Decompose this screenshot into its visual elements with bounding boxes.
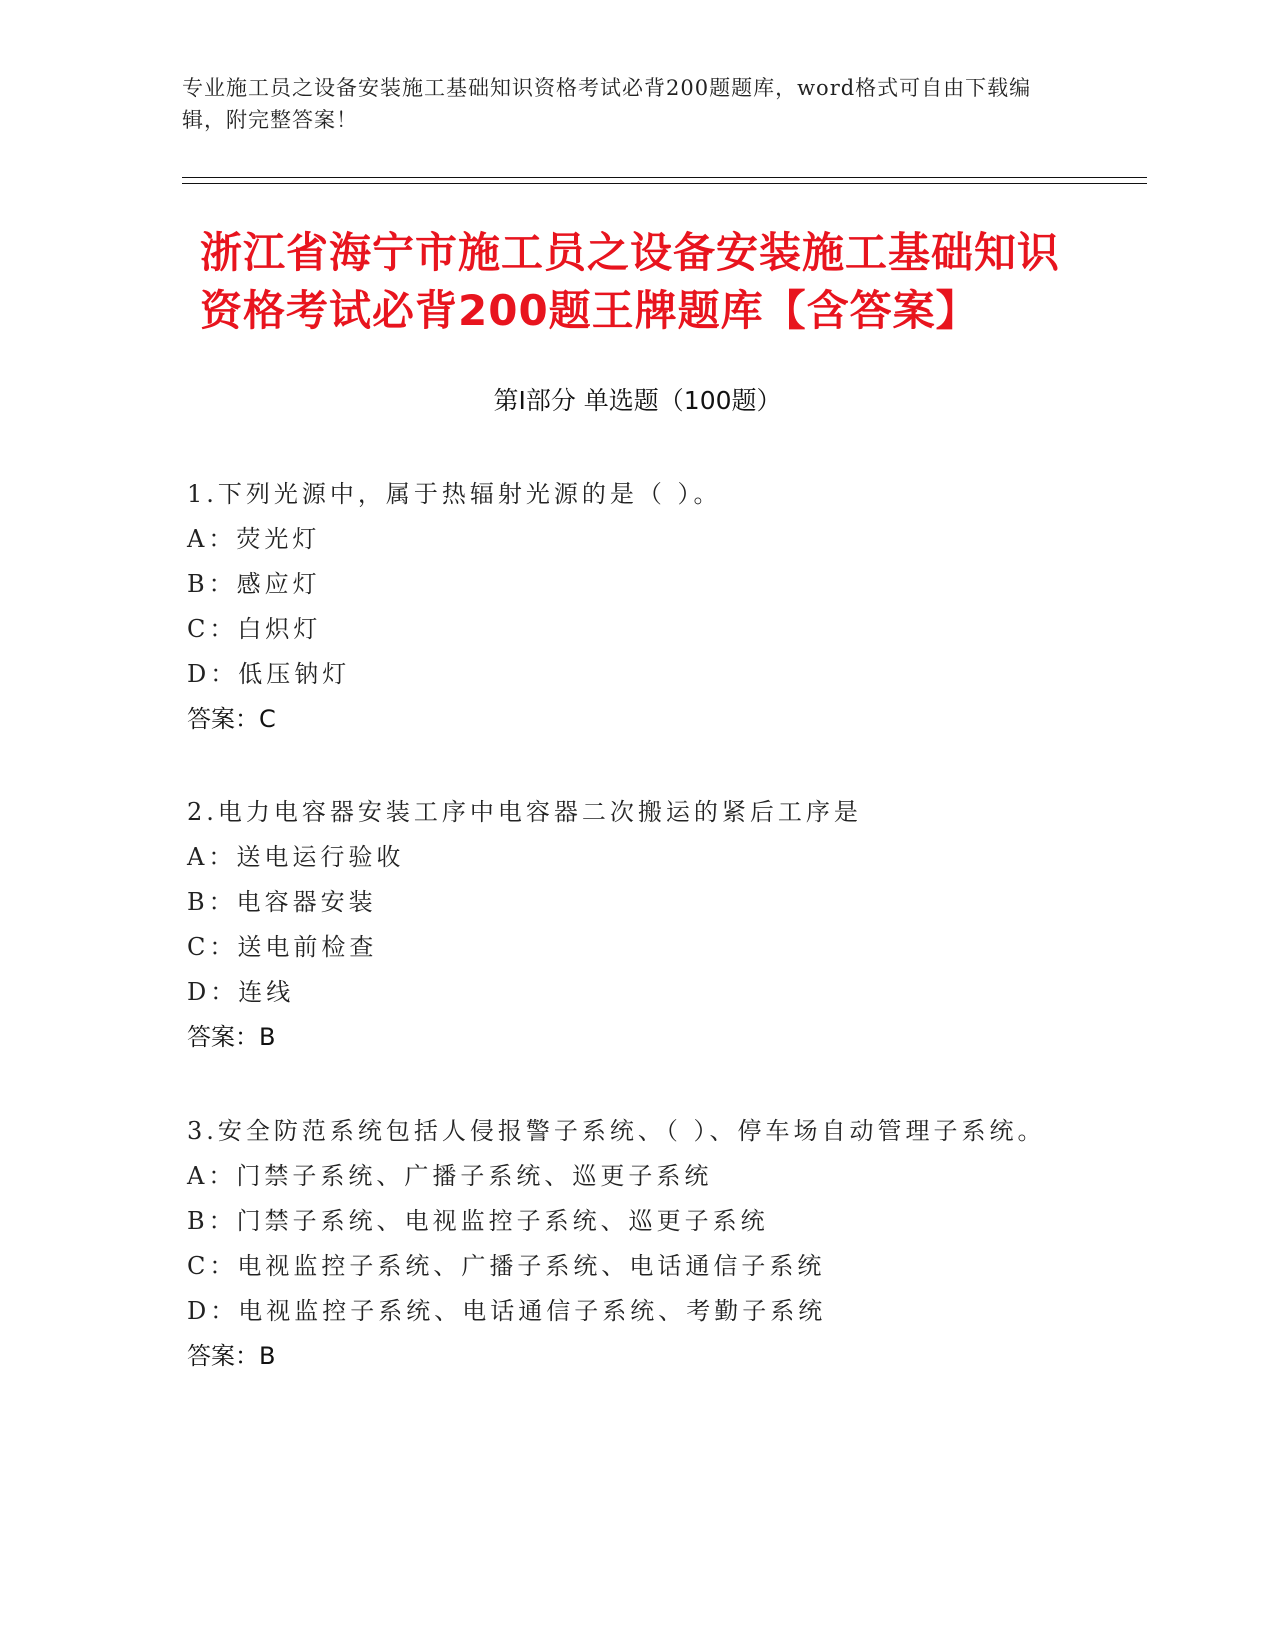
option-d: D：电视监控子系统、电话通信子系统、考勤子系统 bbox=[187, 1297, 827, 1325]
option-d: D：连线 bbox=[187, 978, 295, 1006]
document-title: 浙江省海宁市施工员之设备安装施工基础知识资格考试必背200题王牌题库【含答案】 bbox=[200, 228, 1061, 335]
question-stem: 2.电力电容器安装工序中电容器二次搬运的紧后工序是 bbox=[187, 798, 862, 826]
question-stem: 3.安全防范系统包括人侵报警子系统、（ ）、停车场自动管理子系统。 bbox=[187, 1117, 1046, 1145]
answer: 答案：B bbox=[187, 1023, 276, 1051]
option-b: B：电容器安装 bbox=[187, 888, 377, 916]
option-a: A：送电运行验收 bbox=[187, 843, 405, 871]
answer: 答案：C bbox=[187, 705, 276, 733]
header-divider-bottom bbox=[182, 183, 1147, 184]
question-2 bbox=[187, 790, 1077, 1060]
option-c: C：电视监控子系统、广播子系统、电话通信子系统 bbox=[187, 1252, 826, 1280]
option-a: A：荧光灯 bbox=[187, 525, 321, 553]
header-note: 专业施工员之设备安装施工基础知识资格考试必背200题题库，word格式可自由下载编辑，附完整答案！ bbox=[182, 76, 1032, 132]
option-b: B：感应灯 bbox=[187, 570, 321, 598]
option-a: A：门禁子系统、广播子系统、巡更子系统 bbox=[187, 1162, 713, 1190]
answer: 答案：B bbox=[187, 1342, 276, 1370]
option-b: B：门禁子系统、电视监控子系统、巡更子系统 bbox=[187, 1207, 769, 1235]
question-stem: 1.下列光源中，属于热辐射光源的是（ ）。 bbox=[187, 480, 722, 508]
header-divider-top bbox=[182, 177, 1147, 178]
option-c: C：白炽灯 bbox=[187, 615, 322, 643]
option-c: C：送电前检查 bbox=[187, 933, 378, 961]
question-1 bbox=[187, 472, 1077, 742]
section-title: 第Ⅰ部分 单选题（100题） bbox=[493, 386, 782, 415]
question-3 bbox=[187, 1108, 1077, 1379]
option-d: D：低压钠灯 bbox=[187, 660, 351, 688]
